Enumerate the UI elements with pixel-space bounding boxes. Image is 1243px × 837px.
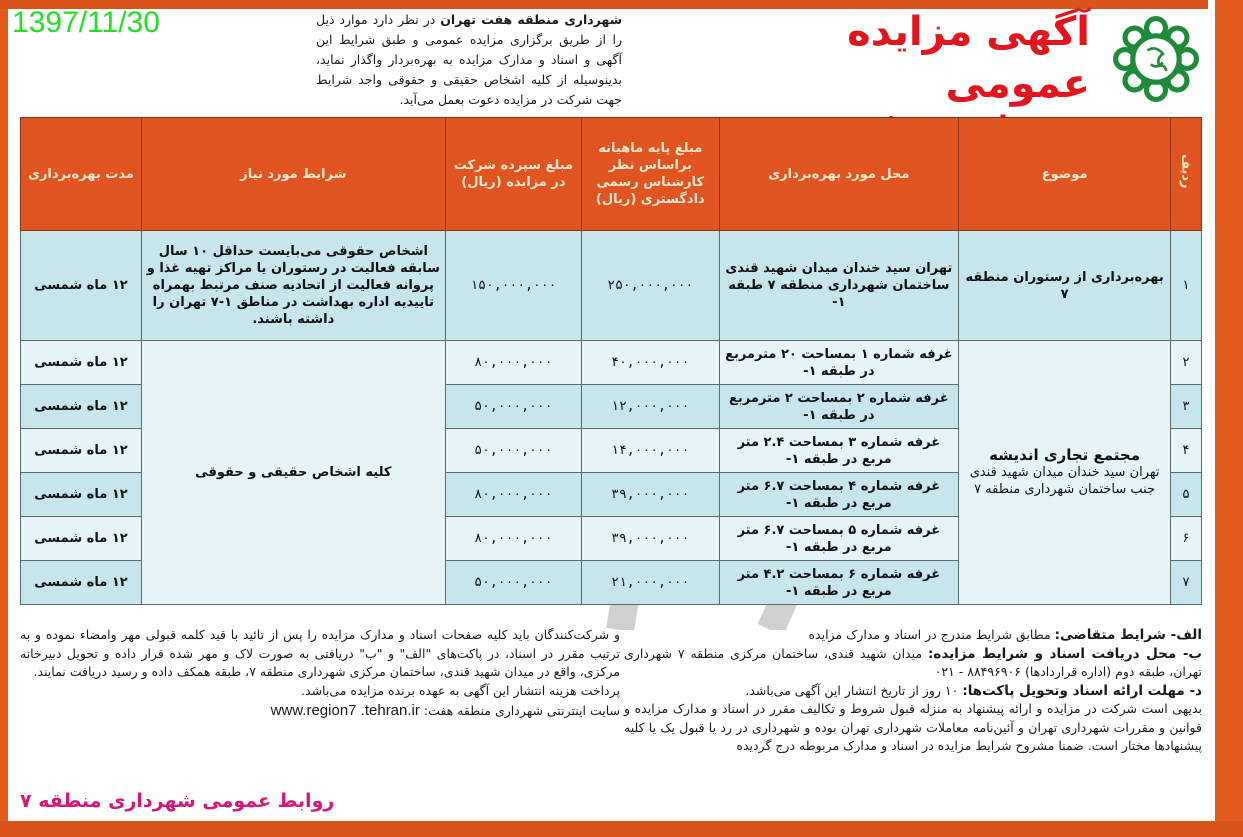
term-b: ب- محل دریافت اسناد و شرایط مزایده: میدان شهید قندی، ساختمان مرکزی منطقه ۷ شهرداری تهران، طبقه دوم (اداره قراردادها) ۸۸۴۹۶۹۰۶ - ۰۲۱ [624,645,1202,679]
intro-paragraph [316,10,622,110]
row-base-price: ۳۹,۰۰۰,۰۰۰ [582,473,719,517]
row-location: غرفه شماره ۵ بمساحت ۶.۷ متر مربع در طبقه ۱- [719,517,959,561]
row-location: غرفه شماره ۶ بمساحت ۴.۲ متر مربع در طبقه ۱- [719,561,959,605]
merged-conditions: کلیه اشخاص حقیقی و حقوقی [141,341,445,605]
row-duration: ۱۲ ماه شمسی [21,517,142,561]
website-link[interactable]: www.region7 .tehran.ir [270,702,420,719]
row-location: غرفه شماره ۱ بمساحت ۲۰ مترمربع در طبقه ۱- [719,341,959,385]
row-number: ۱ [1171,231,1202,341]
table-header-row [21,118,1202,231]
header-location: محل مورد بهره‌برداری [719,118,959,231]
auction-table [20,117,1202,605]
row-location: تهران سید خندان میدان شهید قندی ساختمان شهرداری منطقه ۷ طبقه ۱- [719,231,959,341]
header-base-price: مبلغ پایه ماهیانه براساس نظر کارشناس رسمی دادگستری (ریال) [582,118,719,231]
footer-brand: روابط عمومی شهرداری منطقه ۷ [20,790,335,812]
intro-municipality: شهرداری منطقه هفت تهران [440,12,622,27]
table-row [21,341,1202,385]
term-a: الف- شرایط متقاضی: مطابق شرایط مندرج در اسناد و مدارک مزایده [808,627,1202,643]
row-base-price: ۳۹,۰۰۰,۰۰۰ [582,517,719,561]
ad-title: آگهی مزایده عمومی [847,9,1090,107]
row-deposit: ۵۰,۰۰۰,۰۰۰ [445,385,581,429]
row-duration: ۱۲ ماه شمسی [21,231,142,341]
website-label: سایت اینترنتی شهرداری منطقه هفت: [423,703,620,718]
row-number: ۵ [1171,473,1202,517]
table-row [21,231,1202,341]
row-duration: ۱۲ ماه شمسی [21,473,142,517]
row-deposit: ۵۰,۰۰۰,۰۰۰ [445,429,581,473]
term-continuation: و شرکت‌کنندگان باید کلیه صفحات اسناد و مدارک مزایده را پس از تائید با قید کلمه قبولی مهر وامضاء نموده و به ترتیب مقرر در اسناد، در پاکت‌های "الف" و "ب" دریافتی به صورت لاک و مهر شده قرار داده و تحویل دبیرخانه مرکزی، واقع در میدان شهید قندی، ساختمان مرکزی شهرداری منطقه ۷، طبقه همکف داده و رسید دریافت نمایند. [20,627,620,679]
merged-subject [959,341,1171,605]
row-duration: ۱۲ ماه شمسی [21,341,142,385]
terms-section [624,626,1202,756]
row-conditions: اشخاص حقوقی می‌بایست حداقل ۱۰ سال سابقه فعالیت در رستوران یا مراکز تهیه غذا و پروانه فعالیت از اتحادیه صنف مرتبط بهمراه تاییدیه اداره بهداشت در مناطق ۱-۷ تهران را داشته باشند. [141,231,445,341]
row-duration: ۱۲ ماه شمسی [21,385,142,429]
row-subject: بهره‌برداری از رستوران منطقه ۷ [959,231,1171,341]
date-stamp: 1397/11/30 [12,6,160,39]
row-base-price: ۱۲,۰۰۰,۰۰۰ [582,385,719,429]
payment-note: پرداخت هزینه انتشار این آگهی به عهده برنده مزایده می‌باشد. [301,682,620,698]
row-deposit: ۸۰,۰۰۰,۰۰۰ [445,473,581,517]
header-deposit: مبلغ سپرده شرکت در مزایده (ریال) [445,118,581,231]
term-general: بدیهی است شرکت در مزایده و ارائه پیشنهاد به منزله قبول شروط و تکالیف مقرر در اسناد و مدارک مزایده و قوانین و مقررات شهرداری تهران و آئین‌نامه معاملات شهرداری تهران بوده و شهرداری در رد یا قبول یک یا کلیه پیشنهادها مختار است. ضمنا مشروح شرایط مزایده در اسناد و مدارک مربوطه درج گردیده [624,701,1202,753]
row-deposit: ۵۰,۰۰۰,۰۰۰ [445,561,581,605]
row-deposit: ۱۵۰,۰۰۰,۰۰۰ [445,231,581,341]
tehran-municipality-logo-icon [1110,16,1202,102]
row-location: غرفه شماره ۴ بمساحت ۶.۷ متر مربع در طبقه ۱- [719,473,959,517]
row-duration: ۱۲ ماه شمسی [21,429,142,473]
row-number: ۴ [1171,429,1202,473]
header-conditions: شرایط مورد نیاز [141,118,445,231]
header-duration: مدت بهره‌برداری [21,118,142,231]
right-border [1215,0,1243,837]
row-base-price: ۲۱,۰۰۰,۰۰۰ [582,561,719,605]
row-number: ۷ [1171,561,1202,605]
row-number: ۶ [1171,517,1202,561]
merged-subject-detail: تهران سید خندان میدان شهید قندی جنب ساختمان شهرداری منطقه ۷ [969,465,1160,497]
terms-continuation [20,626,620,721]
header-subject: موضوع [959,118,1171,231]
website-line [20,702,620,721]
row-base-price: ۱۴,۰۰۰,۰۰۰ [582,429,719,473]
row-number: ۳ [1171,385,1202,429]
row-deposit: ۸۰,۰۰۰,۰۰۰ [445,517,581,561]
merged-subject-title: مجتمع تجاری اندیشه [989,446,1141,464]
row-base-price: ۲۵۰,۰۰۰,۰۰۰ [582,231,719,341]
row-number: ۲ [1171,341,1202,385]
intro-text: در نظر دارد موارد ذیل را از طریق برگزاری مزایده عمومی و طبق شرایط این آگهی و اسناد و مدارک مزایده به بهره‌بردار واگذار نماید، بدینوسیله از کلیه اشخاص حقیقی و حقوقی واجد شرایط جهت شرکت در مزایده دعوت بعمل می‌آید. [316,12,622,107]
bottom-border [0,821,1243,837]
row-location: غرفه شماره ۲ بمساحت ۲ مترمربع در طبقه ۱- [719,385,959,429]
row-duration: ۱۲ ماه شمسی [21,561,142,605]
header-row-number: ردیف [1171,118,1202,231]
row-deposit: ۸۰,۰۰۰,۰۰۰ [445,341,581,385]
term-d: د- مهلت ارائه اسناد وتحویل پاکت‌ها: ۱۰ روز از تاریخ انتشار این آگهی می‌باشد. [745,682,1202,699]
row-base-price: ۴۰,۰۰۰,۰۰۰ [582,341,719,385]
row-location: غرفه شماره ۳ بمساحت ۲.۴ متر مربع در طبقه ۱- [719,429,959,473]
